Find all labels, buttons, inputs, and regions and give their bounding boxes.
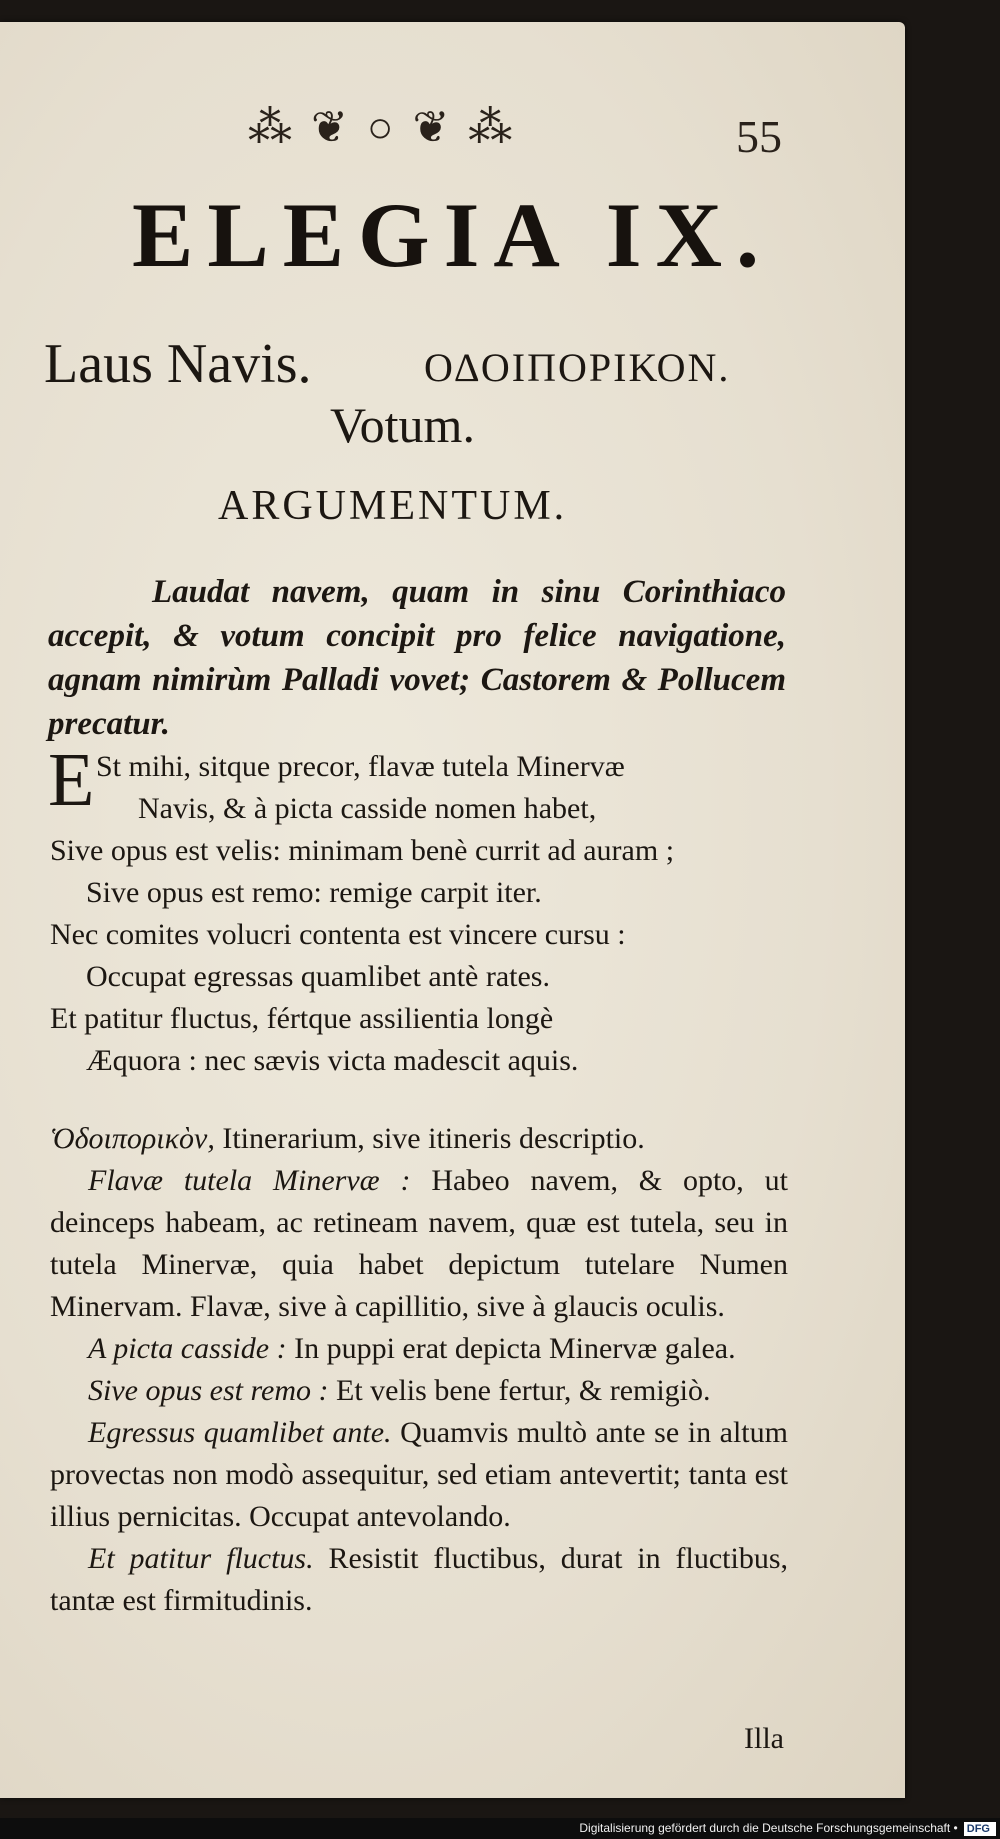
commentary-text: Et velis bene fertur, & remigiò. — [328, 1374, 711, 1407]
commentary-paragraph — [50, 1328, 788, 1370]
verse-line: Æquora : nec sævis victa madescit aquis. — [86, 1044, 579, 1077]
commentary — [50, 1118, 788, 1622]
verse-line: Occupat egressas quamlibet antè rates. — [86, 960, 550, 993]
argumentum-text: Laudat navem, quam in sinu Corinthiaco accepit, & votum concipit pro felice navigatione, agnam nimirùm Palladi vovet; Castorem & Pollucem precatur. — [48, 574, 786, 742]
argumentum-heading: ARGUMENTUM. — [218, 483, 568, 529]
catchword: Illa — [744, 1722, 784, 1755]
commentary-lemma: Ὁδοιπορικὸν, — [50, 1122, 215, 1155]
commentary-lemma: Egressus quamlibet ante. — [88, 1416, 392, 1449]
commentary-text: Resistit fluctibus, durat in fluctibus, tantæ est firmitudinis. — [50, 1542, 788, 1617]
commentary-lemma: Sive opus est remo : — [88, 1374, 329, 1407]
subtitle-laus-navis: Laus Navis. — [44, 333, 312, 395]
commentary-paragraph — [50, 1370, 788, 1412]
commentary-paragraph — [50, 1160, 788, 1328]
dfg-logo-icon: DFG — [964, 1822, 996, 1836]
commentary-paragraph — [50, 1118, 788, 1160]
footer-bar — [0, 1818, 1000, 1839]
commentary-text: In puppi erat depicta Minervæ galea. — [286, 1332, 736, 1365]
commentary-lemma: Et patitur fluctus. — [88, 1542, 314, 1575]
commentary-lemma: Flavæ tutela Minervæ : — [88, 1164, 411, 1197]
commentary-paragraph — [50, 1412, 788, 1538]
verse-line: Nec comites volucri contenta est vincere cursu : — [50, 918, 626, 951]
verse-line: Navis, & à picta casside nomen habet, — [138, 792, 597, 825]
verse-line: St mihi, sitque precor, flavæ tutela Minervæ — [96, 750, 625, 783]
commentary-paragraph — [50, 1538, 788, 1622]
book-page — [0, 22, 905, 1798]
header-ornament: ⁂ ❦ ○ ❦ ⁂ — [248, 103, 517, 152]
commentary-text: Habeo navem, & opto, ut deinceps habeam, ac retineam navem, quæ est tutela, seu in tutela Minervæ, quia habet depictum tutelare Numen Minervam. Flavæ, sive à capillitio, sive à glaucis oculis. — [50, 1164, 788, 1323]
footer-text: Digitalisierung gefördert durch die Deutsche Forschungsgemeinschaft • — [579, 1821, 958, 1835]
commentary-text: Quamvis multò ante se in altum provectas non modò assequitur, sed etiam antevertit; tanta est illius pernicitas. Occupat antevolando. — [50, 1416, 788, 1533]
drop-cap: E — [48, 738, 95, 822]
verse-line: Sive opus est velis: minimam benè currit ad auram ; — [50, 834, 675, 867]
subtitle-greek: ΟΔΟΙΠΟΡΙΚΟΝ. — [424, 345, 731, 390]
commentary-text: Itinerarium, sive itineris descriptio. — [214, 1122, 645, 1155]
page-number: 55 — [736, 111, 782, 162]
commentary-lemma: A picta casside : — [88, 1332, 287, 1365]
verse-line: Sive opus est remo: remige carpit iter. — [86, 876, 542, 909]
page-title: ELEGIA IX. — [131, 184, 774, 286]
verse-line: Et patitur fluctus, fértque assilientia longè — [50, 1002, 554, 1035]
subtitle-votum: Votum. — [330, 397, 475, 453]
